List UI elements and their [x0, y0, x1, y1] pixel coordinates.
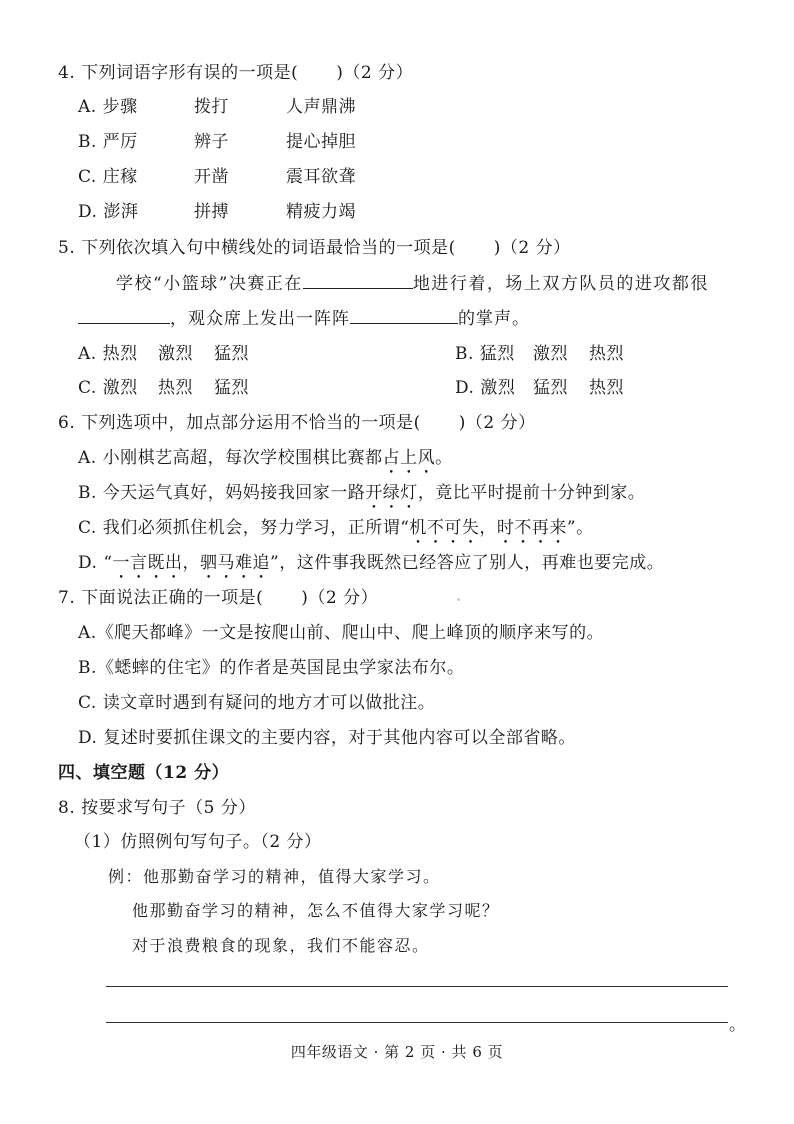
q6-option-c-post: ”。 — [566, 518, 594, 538]
q5-option-c-w1: C. 激烈 — [78, 378, 138, 398]
q4-option-d-w1: D. 澎湃 — [78, 202, 139, 222]
q7-option-a[interactable]: A.《爬天都峰》一文是按爬山前、爬山中、爬上峰顶的顺序来写的。 — [78, 623, 605, 643]
q7-option-b[interactable]: B.《蟋蟀的住宅》的作者是英国昆虫学家法布尔。 — [78, 658, 465, 678]
q5-option-d-w2: 猛烈 — [533, 378, 568, 398]
q5-sentence-c: ，观众席上发出一阵阵 — [170, 309, 350, 329]
q7-option-c[interactable]: C. 读文章时遇到有疑问的地方才可以做批注。 — [78, 693, 436, 713]
q5-option-a-w3: 猛烈 — [214, 344, 249, 364]
q5-option-c-w3: 猛烈 — [214, 378, 249, 398]
q6-option-a-pre: A. 小刚棋艺高超，每次学校围棋比赛都 — [78, 448, 383, 468]
q5-blank-2[interactable] — [78, 307, 170, 324]
q5-option-a-w2: 激烈 — [158, 344, 193, 364]
q4-option-a-w1: A. 步骤 — [78, 97, 138, 117]
q4-option-b-w3: 提心掉胆 — [286, 132, 356, 152]
q6-option-a-dotted: 占上风 — [382, 448, 436, 468]
q6-option-d-dotted: 一言既出，驷马难追 — [112, 553, 271, 573]
q4-option-c-w1: C. 庄稼 — [78, 167, 138, 187]
q6-option-c-pre: C. 我们必须抓住机会，努力学习，正所谓“ — [78, 518, 410, 538]
q5-option-b-w1: B. 猛烈 — [455, 344, 515, 364]
q5-option-b-w3: 热烈 — [589, 344, 624, 364]
q8-end-mark: 。 — [729, 1015, 746, 1035]
q4-option-b-w2: 辨子 — [194, 132, 229, 152]
q4-option-a-w2: 拨打 — [194, 97, 229, 117]
q7-stem — [58, 587, 378, 609]
scan-speck — [457, 598, 460, 601]
q5-option-c-w2: 热烈 — [158, 378, 193, 398]
q4-option-c-w2: 开凿 — [194, 167, 229, 187]
q7-option-d[interactable]: D. 复述时要抓住课文的主要内容，对于其他内容可以全部省略。 — [78, 728, 576, 748]
q6-option-d-post: ”，这件事我既然已经答应了别人，再难也要完成。 — [270, 553, 665, 573]
q6-option-b[interactable] — [78, 482, 645, 513]
q6-option-b-post: ，竟比平时提前十分钟到家。 — [417, 483, 646, 503]
q6-option-a-post: 。 — [435, 448, 453, 468]
q6-option-b-pre: B. 今天运气真好，妈妈接我回家一路 — [78, 483, 366, 503]
q8-sub1: （1）仿照例句写句子。（2 分） — [74, 832, 322, 852]
q4-stem — [58, 62, 413, 84]
q5-sentence-line1 — [116, 272, 709, 295]
q4-option-d-w2: 拼搏 — [194, 202, 229, 222]
q8-example-line2: 他那勤奋学习的精神，怎么不值得大家学习呢？ — [132, 901, 500, 920]
q6-option-c[interactable] — [78, 517, 594, 548]
q4-option-d-w3: 精疲力竭 — [286, 202, 356, 222]
q5-sentence-line2 — [78, 307, 530, 330]
q8-example-line1: 例：他那勤奋学习的精神，值得大家学习。 — [108, 867, 441, 886]
q4-stem-text: 4. 下列词语字形有误的一项是( — [58, 63, 299, 83]
q5-sentence-d: 的掌声。 — [458, 309, 530, 329]
q6-option-d-pre: D. “ — [78, 553, 113, 573]
q5-blank-1[interactable] — [303, 272, 413, 289]
q6-option-a[interactable] — [78, 447, 453, 478]
q7-score: )（2 分） — [301, 588, 379, 608]
q4-score: )（2 分） — [336, 63, 414, 83]
section-heading-fill-in: 四、填空题（12 分） — [58, 763, 230, 783]
q5-blank-3[interactable] — [350, 307, 458, 324]
q5-option-d-w1: D. 激烈 — [455, 378, 516, 398]
q7-stem-text: 7. 下面说法正确的一项是( — [58, 588, 264, 608]
q6-option-b-dotted: 开绿灯 — [365, 483, 418, 503]
q5-score: )（2 分） — [493, 238, 571, 258]
q6-stem — [58, 412, 536, 434]
q8-answer-line-2[interactable] — [106, 1022, 728, 1023]
q4-option-c-w3: 震耳欲聋 — [286, 167, 356, 187]
q5-stem-text: 5. 下列依次填入句中横线处的词语最恰当的一项是( — [58, 238, 456, 258]
q5-stem — [58, 237, 571, 259]
q6-stem-text: 6. 下列选项中，加点部分运用不恰当的一项是( — [58, 413, 421, 433]
q4-option-b-w1: B. 严厉 — [78, 132, 138, 152]
q8-answer-line-1[interactable] — [106, 986, 728, 987]
q5-sentence-b: 地进行着，场上双方队员的进攻都很 — [412, 274, 709, 294]
q5-sentence-a: 学校“小篮球”决赛正在 — [116, 274, 303, 294]
page-footer: 四年级语文 · 第 2 页 · 共 6 页 — [290, 1043, 504, 1061]
q8-stem: 8. 按要求写句子（5 分） — [58, 798, 256, 818]
q4-option-a-w3: 人声鼎沸 — [286, 97, 356, 117]
q8-task-sentence: 对于浪费粮食的现象，我们不能容忍。 — [132, 936, 430, 955]
q6-score: )（2 分） — [458, 413, 536, 433]
q5-option-d-w3: 热烈 — [589, 378, 624, 398]
q6-option-d[interactable] — [78, 552, 664, 583]
q5-option-b-w2: 激烈 — [533, 344, 568, 364]
q6-option-c-dotted: 机不可失，时不再来 — [409, 518, 567, 538]
q5-option-a-w1: A. 热烈 — [78, 344, 138, 364]
